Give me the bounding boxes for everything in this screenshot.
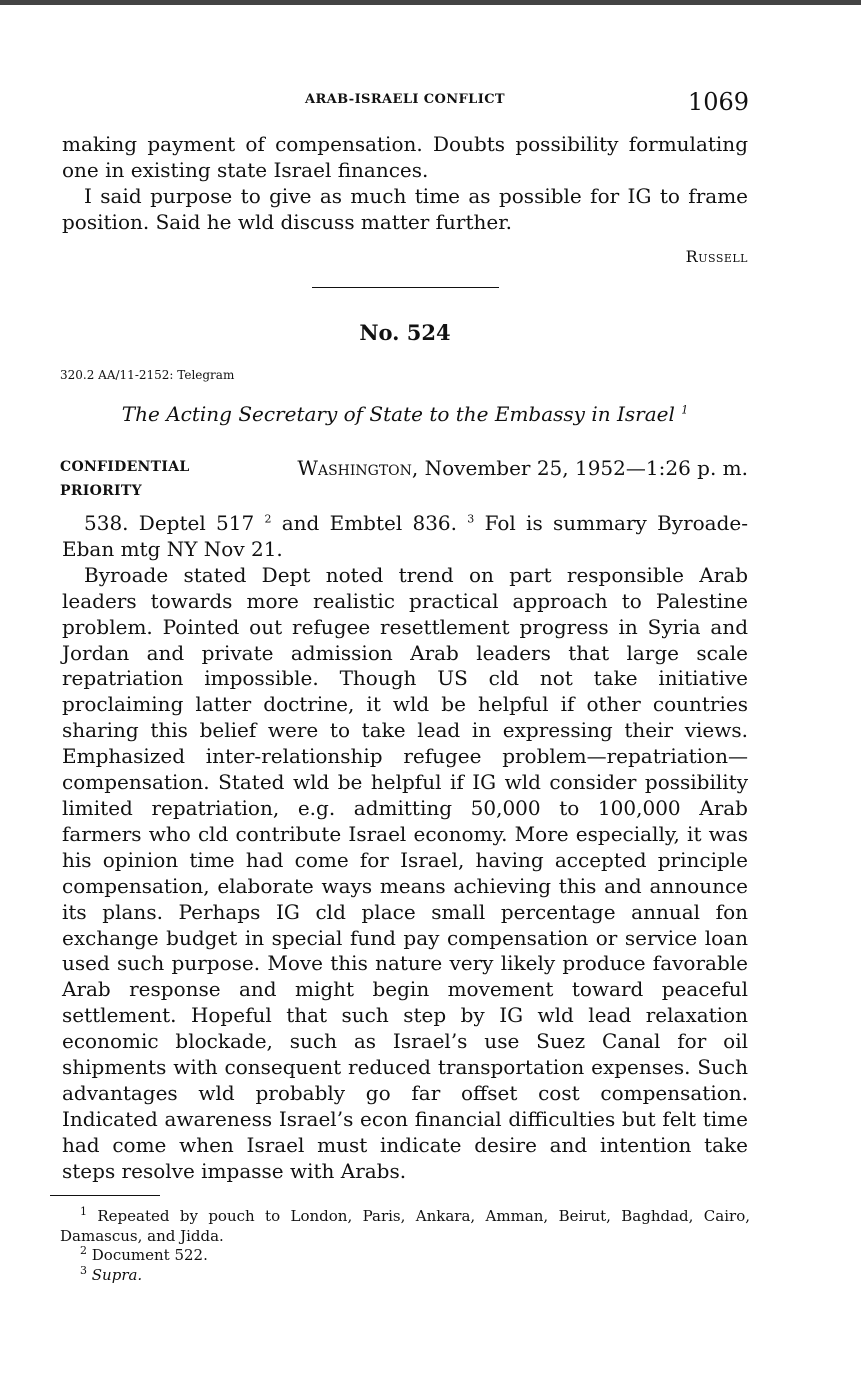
footnote-text: Repeated by pouch to London, Paris, Ankara, Amman, Beirut, Baghdad, Cairo, Damascus, and Jidda. xyxy=(60,1207,750,1245)
classification-label: CONFIDENTIAL xyxy=(60,459,190,475)
page-number: 1069 xyxy=(687,88,749,116)
continuation-paragraph: I said purpose to give as much time as possible for IG to frame position. Said he wld discuss matter further. xyxy=(62,183,748,234)
footnote-item xyxy=(60,1207,750,1246)
telegram-text: and Embtel 836. xyxy=(281,511,458,535)
document-number: No. 524 xyxy=(359,320,451,345)
file-reference: 320.2 AA/11-2152: Telegram xyxy=(60,368,235,382)
dateline xyxy=(297,456,748,480)
footnote-ref: 1 xyxy=(681,403,689,417)
document-title xyxy=(0,402,810,426)
priority-label: PRIORITY xyxy=(60,483,142,499)
signature: Russell xyxy=(685,247,748,266)
footnote-text: Document 522. xyxy=(91,1246,208,1264)
footnote-ref: 3 xyxy=(467,512,475,526)
footnotes xyxy=(60,1207,750,1285)
page-top-edge xyxy=(0,0,861,5)
telegram-paragraph xyxy=(62,511,748,563)
footnote-mark: 2 xyxy=(80,1244,87,1257)
dateline-date: November 25, 1952—1:26 p. m. xyxy=(424,456,748,480)
telegram-paragraph: Byroade stated Dept noted trend on part responsible Arab leaders towards more realistic practical approach to Palestine problem. Pointed out refugee resettlement progress in Syria and Jordan and private admission Arab leaders that large scale repatriation impossible. Though US cld not take initiative proclaiming latter doctrine, it wld be helpful if other countries sharing this belief were to take lead in expressing their views. Emphasized inter-relationship refugee problem—repatriation—compensation. Stated wld be helpful if IG wld consider possibility limited repatriation, e.g. admitting 50,000 to 100,000 Arab farmers who cld contribute Israel economy. More especially, it was his opinion time had come for Israel, having accepted principle compensation, elaborate ways means achieving this and announce its plans. Perhaps IG cld place small percentage annual fon exchange budget in special fund pay compensation or service loan used such purpose. Move this nature very likely produce favorable Arab response and might begin movement toward peaceful settlement. Hopeful that such step by IG wld lead relaxation economic blockade, such as Israel’s use Suez Canal for oil shipments with consequent reduced transportation expenses. Such advantages wld probably go far offset cost compensation. Indicated awareness Israel’s econ financial difficulties but felt time had come when Israel must indicate desire and intention take steps resolve impasse with Arabs. xyxy=(62,562,748,1183)
footnote-ref: 2 xyxy=(264,512,272,526)
continuation-text xyxy=(62,132,748,236)
footnote-item xyxy=(60,1263,750,1286)
document-title-text: The Acting Secretary of State to the Embassy in Israel xyxy=(121,402,675,426)
footnote-text: Supra. xyxy=(91,1265,143,1284)
running-head: ARAB-ISRAELI CONFLICT xyxy=(304,92,506,107)
footnote-mark: 1 xyxy=(80,1205,87,1218)
footnote-mark: 3 xyxy=(80,1263,87,1277)
telegram-body xyxy=(62,511,748,1185)
section-divider xyxy=(312,287,499,288)
footnote-item xyxy=(60,1246,750,1266)
telegram-text: 538. Deptel 517 xyxy=(84,511,255,535)
continuation-paragraph: making payment of compensation. Doubts possibility formulating one in existing state Israel finances. xyxy=(62,132,748,182)
footnote-divider xyxy=(50,1195,160,1196)
dateline-place: Washington, xyxy=(297,456,419,480)
telegram-text: Fol is summary Byroade-Eban mtg NY Nov 21. xyxy=(62,511,749,561)
